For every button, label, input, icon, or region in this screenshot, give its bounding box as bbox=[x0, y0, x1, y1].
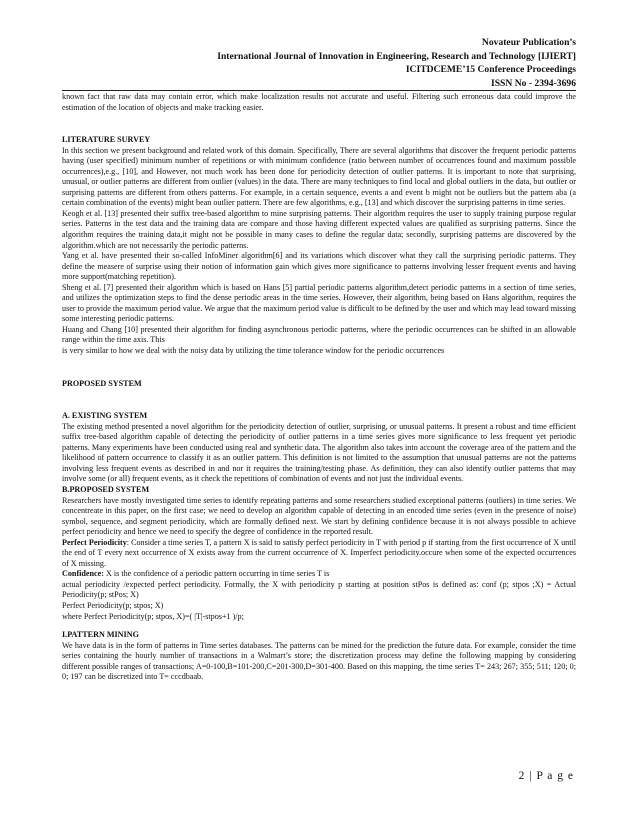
proposed-system-paragraph: Researchers have mostly investigated time series to identify repeating patterns and some researchers studied exceptional patterns (outliers) in time series. We concentreate in this paper, on the first case; we need to develop an algorithm capable of detecting in an encoded time series (even in the presence of noise) symbol, sequence, and segment periodicity, which are formally defined next. We start by defining confidence because it is not always possible to achieve perfect periodicity and hence we need to specify the degree of confidence in the reported result. bbox=[62, 495, 576, 537]
literature-paragraph-2: Keogh et al. [13] presented their suffix tree-based algorithm to mine surprising patterns. Their algorithm requires the user to supply training purpose regular series. Patterns in the test data and the training data are compare and those having different expected values are qualified as surprising patterns. Since the algorithm requires the training data,it might not be possible in many cases to define the regular data; secondly, surprising patterns are discovered by the algorithm.which are not necessarily the periodic patterns. bbox=[62, 208, 576, 250]
confidence-label: Confidence: bbox=[62, 569, 104, 579]
confidence-definition bbox=[62, 569, 576, 580]
formula-line-3: where Perfect Periodicity(p; stpos, X)=( |T|-stpos+1 )/p; bbox=[62, 611, 244, 621]
perfect-periodicity-text: : Consider a time series T, a pattern X is said to satisfy perfect periodicity in T with period p if starting from the first occurrence of X until the end of T every next occurrence of X exists away from the current occurrence of X. Imperfect periodicity.occure when some of the expected occurrences of X missing. bbox=[62, 537, 577, 568]
proposed-system-heading: PROPOSED SYSTEM bbox=[62, 378, 142, 388]
formula-line-1: actual periodicity /expected perfect periodicity. Formally, the X with periodicity p starting at position stPos is defined as: conf (p; stpos ;X) = Actual Periodicity(p; stPos; X) bbox=[62, 579, 576, 600]
literature-paragraph-3: Yang et al. have presented their so-called InfoMiner algorithm[6] and its variations which discover what they call the surprising periodic patterns. They define the measere of surprise using their notion of information gain which gives more significance to patterns involving lesser frequent events and having more support(matching repetition). bbox=[62, 251, 576, 282]
literature-survey-heading: LITERATURE SURVEY bbox=[62, 135, 151, 145]
confidence-text: X is the confidence of a periodic pattern occurring in time series T is bbox=[103, 569, 330, 579]
literature-paragraph-4: Sheng et al. [7] presented their algorithm which is based on Hans [5] partial periodic patterns algorithm,detect periodic patterns in a section of time series, and utilizes the optimization steps to find the dense periodic areas in the time series. However, their algorithm, being based on Hans algorithm, requires the user to provide the maximum period value. We argue that the maximum period value is difficult to be defined by the user and which may lead toward missing some interesting periodic patterns. bbox=[62, 282, 576, 324]
header-divider bbox=[62, 90, 576, 91]
issn-number: ISSN No - 2394-3696 bbox=[490, 77, 576, 89]
perfect-periodicity-definition bbox=[62, 538, 576, 570]
proposed-system-subheading: B.PROPOSED SYSTEM bbox=[62, 484, 150, 494]
journal-header bbox=[56, 36, 576, 90]
existing-system-heading: A. EXISTING SYSTEM bbox=[62, 411, 148, 421]
existing-system-paragraph: The existing method presented a novel algorithm for the periodicity detection of outlier, surprising, or unusual patterns. It present a robust and time efficient suffix tree-based algorithm capable of detecting the periodicity of outlier patterns in a time series gives more significance to less frequent yet periodic patterns. Many experiments have been conducted using real and synthetic data. The algorithm also takes into account the coverage area of the pattern and the likelihood of pattern occurrence to classify it as an outlier pattern. This definition is not limited to the assumption that unusual patterns are not the patterns involving less frequent events as described in and nor it requires the training/testing phase. As definition, they can also identify outlier patterns that may involve some (or all) frequent events, as it check the repetitions of combination of events and not just the individual events. bbox=[62, 421, 576, 484]
intro-paragraph: known fact that raw data may contain error, which make localization results not accurate and useful. Filtering such erroneous data could improve the estimation of the location of objects and make tracking easier. bbox=[62, 92, 576, 112]
literature-paragraph-6: is very similar to how we deal with the noisy data by utilizing the time tolerance window for the periodic occurrences bbox=[62, 346, 445, 356]
pattern-mining-heading: I.PATTERN MINING bbox=[62, 630, 139, 640]
perfect-periodicity-label: Perfect Periodicity bbox=[62, 537, 127, 547]
conference-name: ICITDCEME’15 Conference Proceedings bbox=[405, 64, 576, 75]
pattern-mining-paragraph: We have data is in the form of patterns in Time series databases. The patterns can be mined for the prediction the future data. For example, consider the time series containing the hourly number of transactions in a Walmart’s store; the discretization process may define the following mapping by considering different possible ranges of transactions; A=0-100,B=101-200,C=201-300,D=301-400. Based on this mapping, the time series T= 243; 267; 355; 511; 120; 0; 0; 197 can be discretized into T= cccdbaab. bbox=[62, 640, 576, 682]
literature-paragraph-5: Huang and Chang [10] presented their algorithm for finding asynchronous periodic patterns, where the periodic occurrences can be shifted in an allowable range within the time axis. This bbox=[62, 324, 576, 345]
literature-paragraph-1: In this section we present background and related work of this domain. Specifically, There are several algorithms that discover the frequent periodic patterns having (user specified) minimum number of repetitions or with minimum confidence (ratio between number of occurrences found and maximum possible occurrences),e.g., [10], and However, not much work has been done for periodicity detection of outlier patterns. It is important to note that surprising, unusual, or outlier patterns are different from outlier (values) in the data. There are many techniques to find local and global outliers in the data, but outlier or surprising patterns are different from others patterns. For example, in a certain sequence, events a and event b might not be outliers but the pattern aba (a certain combination of the events) might bean outlier pattern. There are few algorithms, e.g., [13] and which discover the surprising patterns in time series. bbox=[62, 145, 576, 208]
article-body bbox=[62, 92, 576, 683]
formula-line-2: Perfect Periodicity(p; stpos; X) bbox=[62, 600, 164, 610]
journal-title: International Journal of Innovation in Engineering, Research and Technology [IJIERT] bbox=[217, 50, 576, 62]
publisher-name: Novateur Publication’s bbox=[481, 37, 576, 48]
page-number: 2 | P a g e bbox=[518, 770, 574, 782]
